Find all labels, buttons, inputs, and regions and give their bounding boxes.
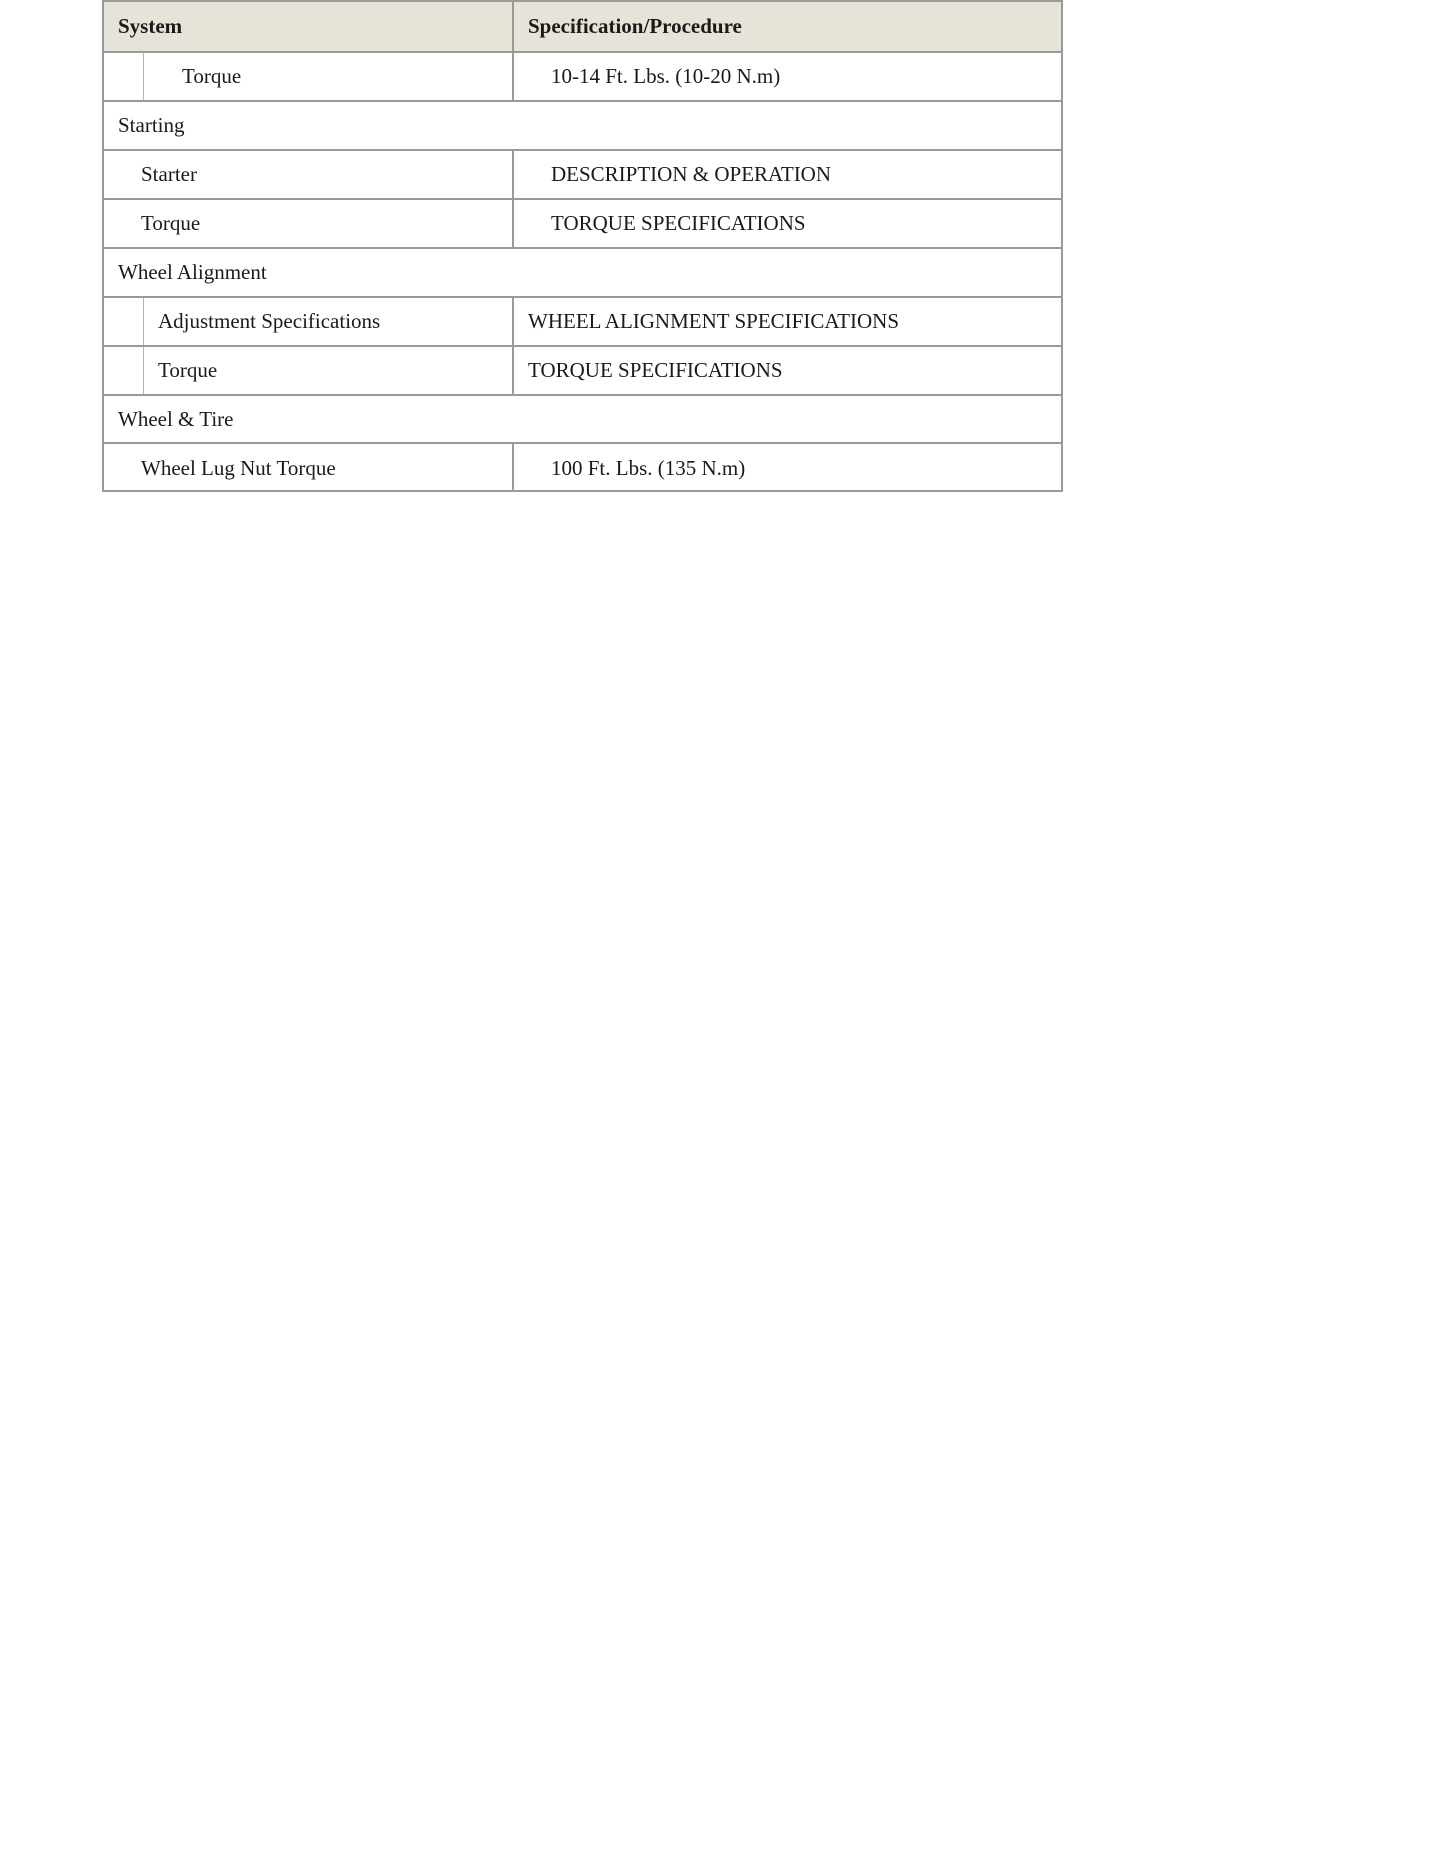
section-label: Wheel Alignment [118,260,267,284]
spec-cell: 100 Ft. Lbs. (135 N.m) [551,455,746,480]
spec-cell: TORQUE SPECIFICATIONS [551,211,806,235]
spec-cell: DESCRIPTION & OPERATION [551,162,832,186]
header-spec: Specification/Procedure [528,14,742,38]
system-cell: Wheel Lug Nut Torque [104,444,514,492]
table-row [104,298,1061,347]
indent-stub-cell [104,53,144,100]
section-row-wheel-tire [104,396,1061,444]
spec-cell: TORQUE SPECIFICATIONS [528,358,783,382]
indent-stub-cell [104,347,144,394]
table-row [104,444,1061,492]
table-row [104,53,1061,102]
system-cell: Torque [104,200,514,247]
table-row [104,151,1061,200]
table-header-row [104,2,1061,53]
section-label: Wheel & Tire [118,406,234,431]
spec-cell: WHEEL ALIGNMENT SPECIFICATIONS [528,309,899,333]
section-label: Starting [118,113,185,137]
system-cell: Torque [144,53,514,100]
indent-stub-cell [104,298,144,345]
table-row [104,347,1061,396]
system-cell: Starter [104,151,514,198]
system-cell: Torque [144,347,514,394]
section-row-starting [104,102,1061,151]
header-system: System [104,2,514,51]
table-row [104,200,1061,249]
spec-table [102,0,1063,492]
system-cell: Adjustment Specifications [144,298,514,345]
spec-cell: 10-14 Ft. Lbs. (10-20 N.m) [551,64,781,88]
section-row-wheel-alignment [104,249,1061,298]
